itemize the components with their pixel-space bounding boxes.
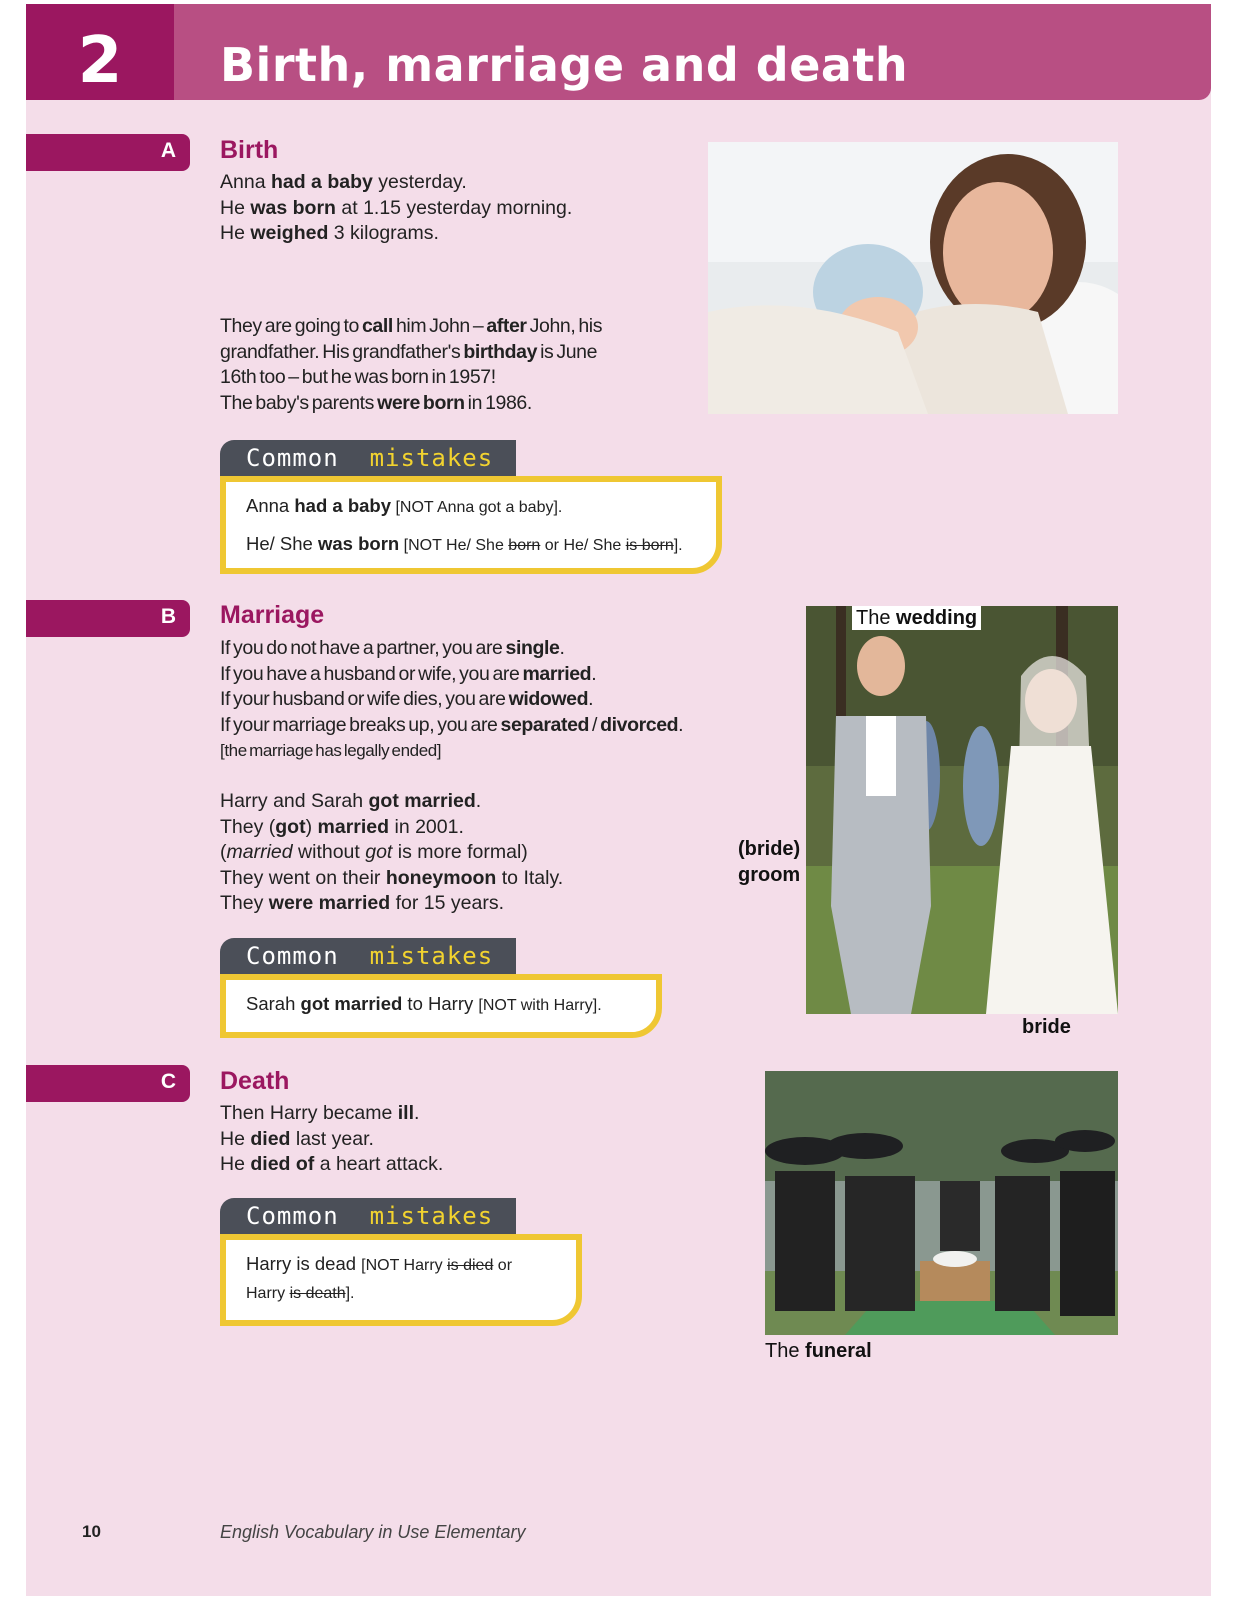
mistake-row: Anna had a baby [NOT Anna got a baby]. [246, 495, 563, 516]
section-letter-b: B [160, 605, 176, 628]
text-line: 16th too – but he was born in 1957! [220, 366, 496, 388]
death-text-1 [220, 1101, 443, 1178]
text-line: The baby's parents were born in 1986. [220, 391, 532, 414]
mistake-row: He/ She was born [NOT He/ She born or He/ She is born]. [246, 533, 683, 554]
common-mistakes-tab-c: Common mistakes [220, 1198, 516, 1234]
text-line: grandfather. His grandfather's birthday is June [220, 340, 598, 363]
text-line: They (got) married in 2001. [220, 815, 464, 838]
text-line: (married without got is more formal) [220, 841, 528, 863]
unit-number: 2 [77, 24, 123, 98]
caption-funeral: The funeral [765, 1340, 872, 1362]
caption-line: groom [738, 864, 801, 886]
text-line: If your husband or wife dies, you are widowed. [220, 688, 594, 710]
common-mistakes-tab-a: Common mistakes [220, 440, 516, 476]
section-heading-death: Death [220, 1067, 290, 1095]
caption-bride: bride [1022, 1016, 1071, 1038]
unit-title: Birth, marriage and death [220, 38, 909, 92]
birth-photo [708, 142, 1118, 414]
common-mistakes-box-b [220, 974, 662, 1038]
section-heading-birth: Birth [220, 136, 279, 164]
text-line: They went on their honeymoon to Italy. [220, 866, 564, 889]
text-line: If you have a husband or wife, you are married. [220, 662, 597, 685]
section-heading-marriage: Marriage [220, 601, 325, 629]
section-tab-a [26, 134, 190, 171]
marriage-text-2 [220, 789, 563, 917]
text-line: He weighed 3 kilograms. [220, 222, 439, 244]
text-line: Then Harry became ill. [220, 1102, 420, 1124]
wedding-photo [806, 606, 1118, 1014]
common-mistakes-box-c [220, 1234, 582, 1326]
text-line: They are going to call him John – after John, his [220, 315, 603, 337]
text-line: [the marriage has legally ended] [220, 741, 442, 760]
text-line: He died last year. [220, 1127, 374, 1150]
text-line: If your marriage breaks up, you are separated / divorced. [220, 713, 684, 736]
book-title: English Vocabulary in Use Elementary [220, 1522, 526, 1542]
text-line: He died of a heart attack. [220, 1153, 444, 1175]
mistake-row: Sarah got married to Harry [NOT with Harry]. [246, 993, 602, 1014]
text-line: Harry and Sarah got married. [220, 790, 482, 812]
birth-text-1 [220, 170, 572, 247]
section-letter-a: A [160, 139, 176, 162]
section-letter-c: C [160, 1070, 176, 1093]
mistake-row: Harry is death]. [246, 1285, 355, 1302]
section-tab-b [26, 600, 190, 637]
mistake-row: Harry is dead [NOT Harry is died or [246, 1253, 513, 1274]
common-mistakes-box-a [220, 476, 722, 574]
caption-bride-groom [738, 836, 800, 888]
text-line: Anna had a baby yesterday. [220, 171, 467, 193]
page-number: 10 [82, 1522, 101, 1541]
text-line: He was born at 1.15 yesterday morning. [220, 196, 573, 219]
text-line: If you do not have a partner, you are single. [220, 637, 565, 659]
birth-text-2 [220, 314, 602, 416]
common-mistakes-tab-b: Common mistakes [220, 938, 516, 974]
funeral-photo [765, 1071, 1118, 1335]
caption-line: (bride) [738, 838, 801, 860]
caption-wedding: The wedding [852, 606, 981, 630]
marriage-text-1 [220, 636, 683, 764]
section-tab-c [26, 1065, 190, 1102]
text-line: They were married for 15 years. [220, 892, 504, 914]
